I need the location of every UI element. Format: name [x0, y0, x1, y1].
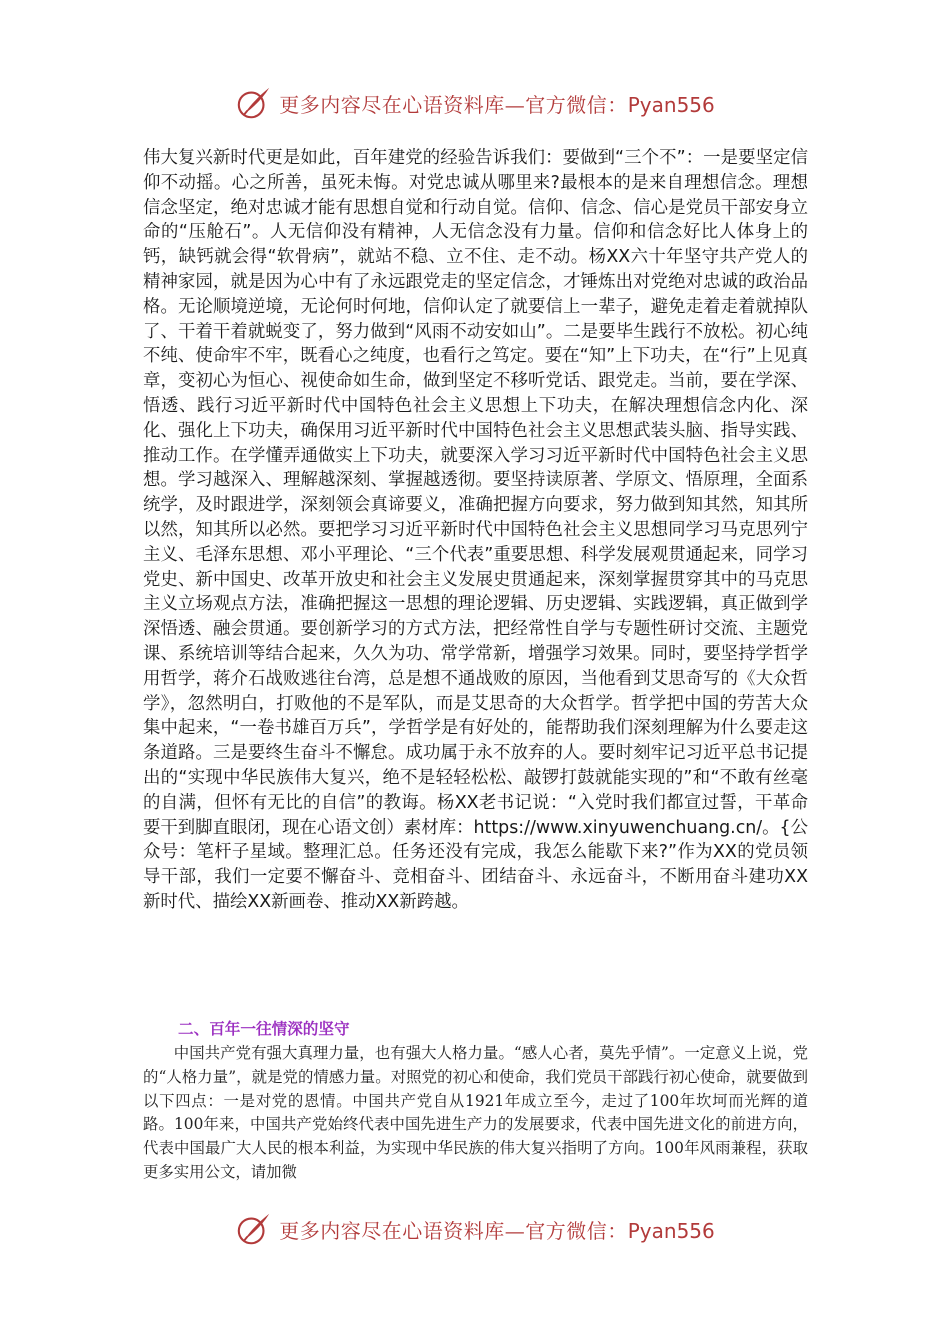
header-banner-text: 更多内容尽在心语资料库—官方微信：Pyan556 [279, 92, 715, 117]
body-paragraph-2: 中国共产党有强大真理力量，也有强大人格力量。“感人心者，莫先乎情”。一定意义上说，党的“人格力量”，就是党的情感力量。对照党的初心和使命，我们党员干部践行初心使命，就要做到以下四点：一是对党的恩情。中国共产党自从1921年成立至今，走过了100年坎坷而光辉的道路。100年来，中国共产党始终代表中国先进生产力的发展要求，代表中国先进文化的前进方向，代表中国最广大人民的根本利益，为实现中华民族的伟大复兴指明了方向。100年风雨兼程，获取更多实用公文，请加微 [143, 1044, 808, 1181]
footer-banner-text: 更多内容尽在心语资料库—官方微信：Pyan556 [279, 1218, 715, 1243]
section-heading: 二、百年一往情深的坚守 [178, 1020, 350, 1038]
quill-pen-logo-icon [235, 1210, 273, 1248]
header-wechat-id: Pyan556 [627, 92, 715, 117]
footer-watermark-banner [0, 1209, 950, 1249]
body-paragraph-1: 伟大复兴新时代更是如此，百年建党的经验告诉我们：要做到“三个不”：一是要坚定信仰不动摇。心之所善，虽死未悔。对党忠诚从哪里来?最根本的是来自理想信念。理想信念坚定，绝对忠诚才能有思想自觉和行动自觉。信仰、信念、信心是党员干部安身立命的“压舱石”。人无信仰没有精神，人无信念没有力量。信仰和信念好比人体身上的钙，缺钙就会得“软骨病”，就站不稳、立不住、走不动。杨XX六十年坚守共产党人的精神家园，就是因为心中有了永远跟党走的坚定信念，才锤炼出对党绝对忠诚的政治品格。无论顺境逆境，无论何时何地，信仰认定了就要信上一辈子，避免走着走着就掉队了、干着干着就蜕变了，努力做到“风雨不动安如山”。二是要毕生践行不放松。初心纯不纯、使命牢不牢，既看心之纯度，也看行之笃定。要在“知”上下功夫，在“行”上见真章，变初心为恒心、视使命如生命，做到坚定不移听党话、跟党走。当前，要在学深、悟透、践行习近平新时代中国特色社会主义思想上下功夫，在解决理想信念内化、深化、强化上下功夫，确保用习近平新时代中国特色社会主义思想武装头脑、指导实践、推动工作。在学懂弄通做实上下功夫，就要深入学习习近平新时代中国特色社会主义思想。学习越深入、理解越深刻、掌握越透彻。要坚持读原著、学原文、悟原理，全面系统学，及时跟进学，深刻领会真谛要义，准确把握方向要求，努力做到知其然，知其所以然，知其所以必然。要把学习习近平新时代中国特色社会主义思想同学习马克思列宁主义、毛泽东思想、邓小平理论、“三个代表”重要思想、科学发展观贯通起来，同学习党史、新中国史、改革开放史和社会主义发展史贯通起来，深刻掌握贯穿其中的马克思主义立场观点方法，准确把握这一思想的理论逻辑、历史逻辑、实践逻辑，真正做到学深悟透、融会贯通。要创新学习的方式方法，把经常性自学与专题性研讨交流、主题党课、系统培训等结合起来，久久为功、常学常新，增强学习效果。同时，要坚持学哲学用哲学，蒋介石战败逃往台湾，总是想不通战败的原因，当他看到艾思奇写的《大众哲学》，忽然明白，打败他的不是军队，而是艾思奇的大众哲学。哲学把中国的劳苦大众集中起来，“一卷书雄百万兵”，学哲学是有好处的，能帮助我们深刻理解为什么要走这条道路。三是要终生奋斗不懈怠。成功属于永不放弃的人。要时刻牢记习近平总书记提出的“实现中华民族伟大复兴，绝不是轻轻松松、敲锣打鼓就能实现的”和“不敢有丝毫的自满，但怀有无比的自信”的教诲。杨XX老书记说：“入党时我们都宣过誓，干革命要干到脚直眼闭，现在心语文创）素材库：https://www.xinyuwenchuang.cn/。{公众号：笔杆子星域。整理汇总。任务还没有完成，我怎么能歇下来?”作为XX的党员领导干部，我们一定要不懈奋斗、竞相奋斗、团结奋斗、永远奋斗，不断用奋斗建功XX新时代、描绘XX新画卷、推动XX新跨越。 [143, 148, 808, 912]
header-watermark-banner [0, 83, 950, 123]
footer-wechat-id: Pyan556 [627, 1218, 715, 1243]
quill-pen-logo-icon [235, 84, 273, 122]
